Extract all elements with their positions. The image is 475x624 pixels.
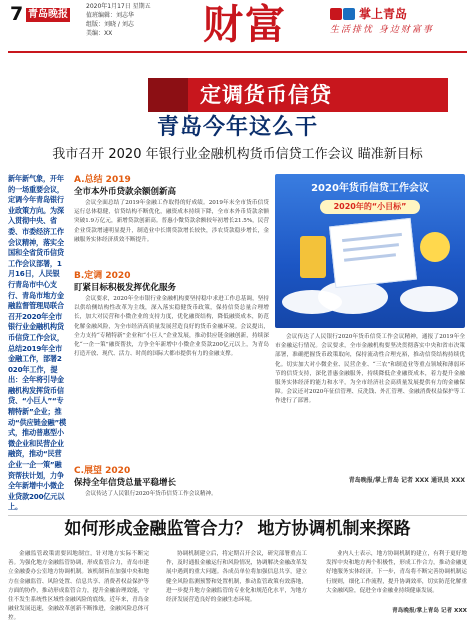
section-a-subtitle: 全市本外币贷款余额创新高 — [74, 187, 177, 197]
section-c-title: C.展望 2020 — [74, 466, 131, 476]
main-headline: 青岛今年这么干 — [156, 115, 318, 140]
bottom-byline: 青岛晚报/掌上青岛 记者 XXX — [392, 608, 467, 614]
right-column-body: 会议传达了人民银行2020年货币信贷工作会议精神，通报了2019年全市金融运行情况。会议要求，全市金融机构要坚决贯彻落实中央和省市决策部署，准确把握货币政策取向，保持流动性合理充裕，推动信贷结构持续优化。切实加大对小微企业、民营企业、“三农”和制造业等重点领域和薄弱环节的信贷支持，深化普惠金融服务，持续降低企业融资成本，着力提升金融服务实体经济的能力和水平，为全市经济社会高质量发展提供有力的金融保障。会议还对2020年征信管理、反洗钱、外汇管理、金融消费权益保护等工作进行了部署。 — [275, 334, 465, 405]
bottom-divider — [8, 515, 467, 516]
issue-number: 7 — [10, 3, 24, 25]
summary-sidebar: 新年新气象，开年的一场重要会议，定调今年青岛银行业政策方向。为深入贯彻中央、省委、市委经济工作会议精神，落实全国和全省货币信贷工作会议部署，1月16日，人民银行青岛市中心支行、青岛市地方金融监督管理局联合召开2020年全市银行业金融机构货币信贷工作会议，总结2019年全市金融工作，部署2020年工作，提出：全年将引导金融机构发挥货币信贷、“小巨人”“专精特新”企业；推动“供应链金融”模式，推动普惠型小微企业和民营企业融资，推动“民营企业一企一策”融资帮扶计划，力争全年新增中小微企业贷款200亿元以上。 — [8, 174, 66, 512]
sub-headline: 我市召开 2020 年银行业金融机构货币信贷工作会议 瞄准新目标 — [52, 147, 423, 162]
app-logo-secondary-icon — [343, 8, 355, 20]
infographic-pill: 2020年的“小目标” — [320, 200, 420, 214]
article-byline: 青岛晚报/掌上青岛 记者 XXX 通讯员 XXX — [348, 477, 465, 484]
section-title-wealth: 财富 — [203, 2, 287, 48]
bottom-column-3: 业内人士表示，地方协调机制的建立，有利于更好地发挥中央和地方两个积极性，形成工作合力，推动金融更好地服务实体经济。下一步，青岛将不断完善协调机制运行规则，细化工作流程，提升协调效率，切实防范化解重大金融风险，促进全市金融业持续健康发展。 — [326, 551, 467, 594]
coin-stack-icon — [300, 236, 326, 278]
app-logo-text: 掌上青岛 — [359, 7, 408, 21]
meta-line-date: 2020年1月17日 星期五 — [86, 3, 151, 10]
coin-icon — [420, 232, 450, 262]
document-icon — [329, 218, 417, 288]
section-a-title: A.总结 2019 — [74, 175, 131, 185]
bottom-column-1: 金融监管政策需要因地制宜，针对地方实际不断完善。为强化地方金融监管协调，形成监管合力，青岛市建立金融委办公室地方协调机制。该机制旨在加强中央和地方在金融监管、风险处置、信息共享、消费者权益保护等方面的协作，推动形成监管合力，提升金融治理效能，守住不发生系统性区域性金融风险的底线。近年来，青岛金融业发展迅速，金融改革创新不断推进，金融风险总体可控。 — [8, 551, 149, 622]
meta-line-layout: 组版：刘晓 / 刘志 — [86, 21, 134, 28]
section-c-subtitle: 保持全年信贷总量平稳增长 — [74, 478, 177, 488]
bottom-column-2: 协调机制建立后，将定期召开会议，研究部署重点工作，及时通报金融运行和风险情况，协调解决金融改革发展中遇到的重大问题。各成员单位将加强信息共享，建立健全风险监测预警和处置机制，推动监管政策有效落地，进一步提升地方金融监管的专业化和规范化水平，为地方经济发展营造良好的金融生态环境。 — [166, 551, 307, 604]
section-b-title: B.定调 2020 — [74, 271, 131, 281]
banner-title: 定调货币信贷 — [200, 83, 332, 107]
newspaper-name: 青岛晚报 — [28, 9, 68, 20]
masthead-divider — [8, 51, 467, 53]
app-logo-icon — [330, 8, 342, 20]
section-c-body: 会议传达了人民银行2020年货币信贷工作会议精神。 — [85, 491, 217, 497]
meta-line-editor: 值班编辑：刘志华 — [86, 12, 135, 19]
cloud-icon-3 — [400, 286, 458, 312]
section-a-body: 会议全面总结了2019年金融工作取得的好成绩。2019年末全市货币信贷运行总体稳健，信贷结构不断优化，融资成本持续下降，全市本外币贷款余额突破1.9万亿元，新增贷款创新高。普惠小微贷款余额较年初增长21.5%，民营企业贷款增速明显提升，制造业中长期贷款增长较快，涉农贷款稳步增长，金融服务实体经济质效不断提升。 — [74, 200, 269, 243]
meta-line-designer: 美编：XX — [86, 30, 113, 37]
section-b-subtitle: 盯紧目标积极发挥优化服务 — [74, 283, 177, 293]
section-b-body: 会议要求，2020年全市银行业金融机构要坚持稳中求进工作总基调，坚持以供给侧结构性改革为主线，深入落实稳健货币政策，保持信贷总量合理增长，加大对民营和小微企业的支持力度，优化融资结构，降低融资成本，防范化解金融风险，为全市经济高质量发展营造良好的货币金融环境。会议提出，全力支持“专精特新”企业和“小巨人”企业发展，推动供应链金融创新，持续深化“一企一策”融资帮扶，力争全年新增中小微企业贷款200亿元以上，为青岛打造开放、现代、活力、时尚的国际大都市提供有力的金融支撑。 — [74, 296, 269, 358]
section-slogan: 生活排忧 身边财富事 — [330, 25, 434, 35]
infographic-title: 2020年货币信贷工作会议 — [311, 183, 429, 194]
bottom-headline: 如何形成金融监管合力？ 地方协调机制来探路 — [64, 519, 411, 539]
